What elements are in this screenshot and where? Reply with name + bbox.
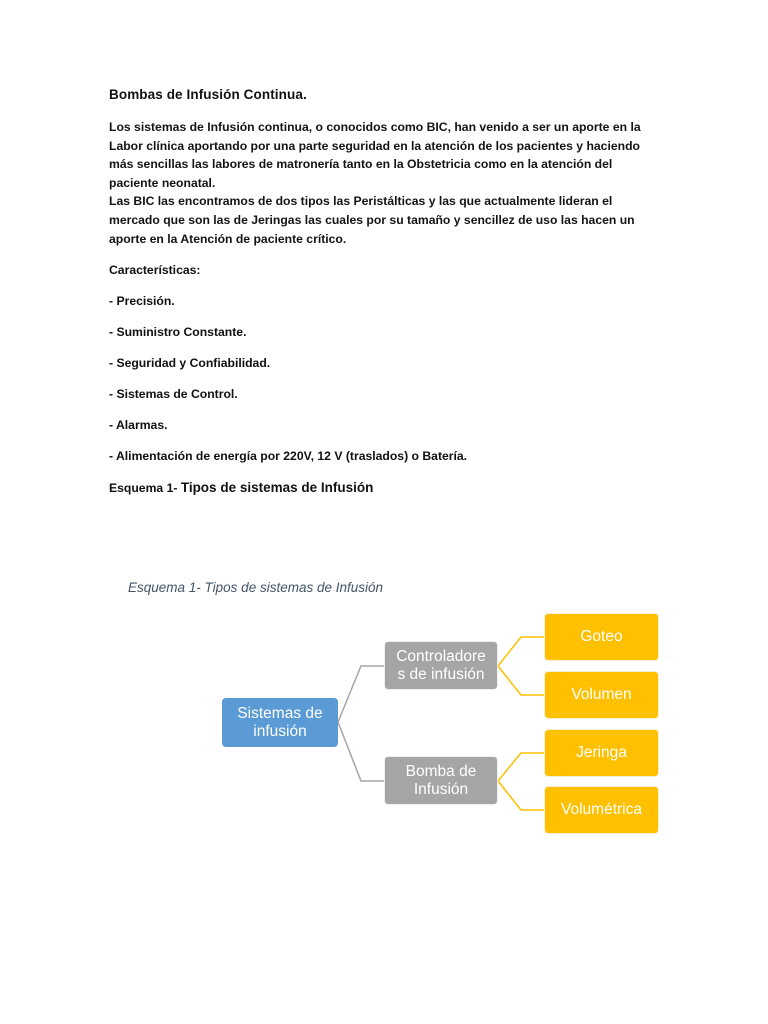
paragraph-line: más sencillas las labores de matronería tanto en la Obstetricia como en la atención del bbox=[109, 157, 613, 172]
node-goteo bbox=[544, 613, 659, 661]
node-line: Bomba de bbox=[405, 762, 477, 780]
paragraph-line: mercado que son las de Jeringas las cuales por su tamaño y sencillez de uso las hacen un bbox=[109, 212, 635, 227]
caption-main: Tipos de sistemas de Infusión bbox=[180, 480, 374, 495]
features-heading: Características: bbox=[109, 263, 201, 277]
node-sistemas-de-infusion bbox=[222, 698, 338, 747]
feature-item: - Seguridad y Confiabilidad. bbox=[109, 356, 271, 370]
node-label: Volumen bbox=[571, 686, 632, 703]
node-line: Sistemas de bbox=[237, 704, 323, 722]
connector-bomba-volumetrica bbox=[498, 781, 544, 810]
feature-item: - Alarmas. bbox=[109, 418, 168, 432]
node-volumetrica bbox=[544, 786, 659, 834]
node-volumen bbox=[544, 671, 659, 719]
node-line: s de infusión bbox=[397, 665, 485, 683]
connector-controladores-volumen bbox=[498, 666, 544, 695]
node-label: Volumétrica bbox=[561, 801, 642, 818]
connector-bomba-jeringa bbox=[498, 753, 544, 781]
node-bomba-de-infusion bbox=[384, 756, 498, 805]
node-jeringa bbox=[544, 729, 659, 777]
caption-prefix: Esquema 1- bbox=[109, 481, 181, 495]
paragraph-line: paciente neonatal. bbox=[109, 175, 216, 190]
node-label: Jeringa bbox=[576, 744, 627, 761]
document-title: Bombas de Infusión Continua. bbox=[109, 87, 307, 102]
node-line: infusión bbox=[253, 722, 307, 740]
connector-root-bomba bbox=[338, 722, 384, 781]
feature-item: - Sistemas de Control. bbox=[109, 387, 238, 401]
node-line: Controladore bbox=[396, 647, 486, 665]
node-line: Infusión bbox=[413, 780, 469, 798]
paragraph-line: Labor clínica aportando por una parte seguridad en la atención de los pacientes y haciendo bbox=[109, 138, 640, 153]
feature-item: - Suministro Constante. bbox=[109, 325, 247, 339]
paragraph-line: Las BIC las encontramos de dos tipos las Peristálticas y las que actualmente lideran el bbox=[109, 194, 613, 209]
connector-controladores-goteo bbox=[498, 637, 544, 666]
connector-root-controladores bbox=[338, 666, 384, 722]
paragraph-line: aporte en la Atención de paciente crítico. bbox=[109, 231, 347, 246]
diagram-title: Esquema 1- Tipos de sistemas de Infusión bbox=[128, 580, 384, 595]
feature-item: - Precisión. bbox=[109, 294, 175, 308]
node-label: Goteo bbox=[580, 628, 623, 645]
node-controladores-de-infusion bbox=[384, 641, 498, 690]
feature-item: - Alimentación de energía por 220V, 12 V (traslados) o Batería. bbox=[109, 449, 468, 463]
paragraph-line: Los sistemas de Infusión continua, o conocidos como BIC, han venido a ser un aporte en la bbox=[109, 120, 641, 134]
